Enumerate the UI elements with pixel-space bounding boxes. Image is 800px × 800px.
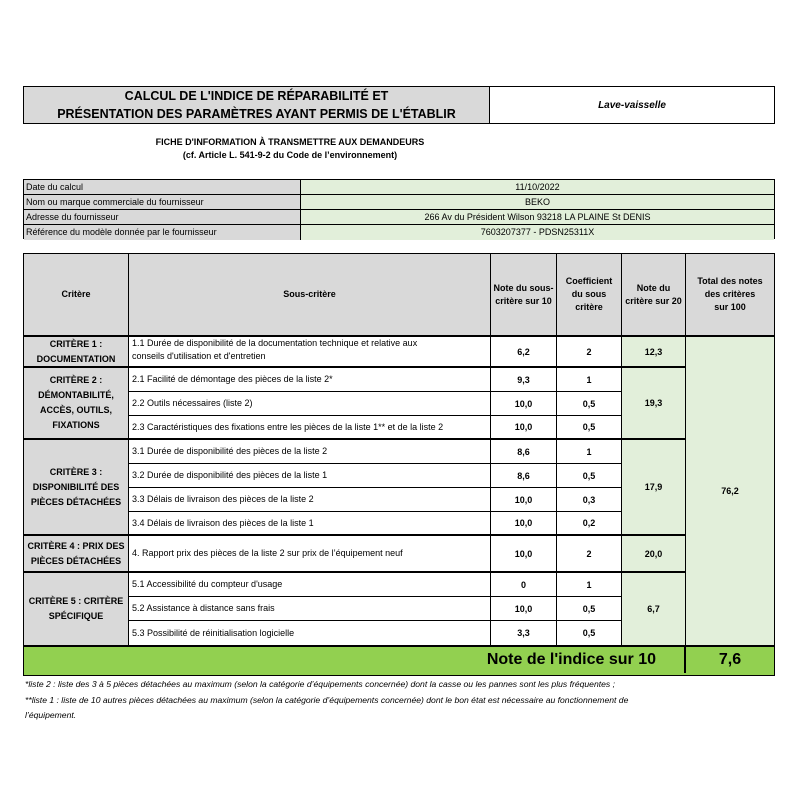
sub-criterion-4: 4. Rapport prix des pièces de la liste 2 sur prix de l’équipement neuf xyxy=(129,536,491,573)
sub-criterion-2-3: 2.3 Caractéristiques des fixations entre les pièces de la liste 1** et de la liste 2 xyxy=(129,416,491,440)
sub-criterion-3-3: 3.3 Délais de livraison des pièces de la liste 2 xyxy=(129,488,491,512)
col-header-total: Total des notes des critères sur 100 xyxy=(686,254,774,337)
criterion-2-name: CRITÈRE 2 : DÉMONTABILITÉ, ACCÈS, OUTILS, FIXATIONS xyxy=(24,368,129,440)
coef-3-4: 0,2 xyxy=(557,512,622,536)
sub-criterion-2-1: 2.1 Facilité de démontage des pièces de la liste 2* xyxy=(129,368,491,392)
note-1-1: 6,2 xyxy=(491,337,557,368)
sub-criterion-1-1: 1.1 Durée de disponibilité de la documentation technique et relative aux conseils d'utilisation et d'entretien xyxy=(129,337,491,368)
note-3-3: 10,0 xyxy=(491,488,557,512)
criterion-5-score: 6,7 xyxy=(622,573,686,645)
sub-criterion-3-2: 3.2 Durée de disponibilité des pièces de la liste 1 xyxy=(129,464,491,488)
title-line-2: PRÉSENTATION DES PARAMÈTRES AYANT PERMIS DE L'ÉTABLIR xyxy=(57,107,456,121)
criterion-5-name: CRITÈRE 5 : CRITÈRE SPÉCIFIQUE xyxy=(24,573,129,645)
note-3-4: 10,0 xyxy=(491,512,557,536)
indice-value: 7,6 xyxy=(718,651,742,668)
coef-3-1: 1 xyxy=(557,440,622,464)
criterion-1-score: 12,3 xyxy=(622,337,686,368)
criterion-4-name: CRITÈRE 4 : PRIX DES PIÈCES DÉTACHÉES xyxy=(24,536,129,573)
sub-criterion-5-3: 5.3 Possibilité de réinitialisation logicielle xyxy=(129,621,491,645)
info-label-address: Adresse du fournisseur xyxy=(24,210,301,225)
sub-criterion-5-2: 5.2 Assistance à distance sans frais xyxy=(129,597,491,621)
coef-3-3: 0,3 xyxy=(557,488,622,512)
criterion-4-score: 20,0 xyxy=(622,536,686,573)
coef-5-2: 0,5 xyxy=(557,597,622,621)
info-value-reference: 7603207377 - PDSN25311X xyxy=(301,225,774,240)
note-2-3: 10,0 xyxy=(491,416,557,440)
note-5-3: 3,3 xyxy=(491,621,557,645)
coef-2-3: 0,5 xyxy=(557,416,622,440)
footnote-liste-2: *liste 2 : liste des 3 à 5 pièces détachées au maximum (selon la catégorie d’équipements concernée) dont la casse ou les pannes sont les plus fréquentes ; xyxy=(25,679,615,689)
title-line-1: CALCUL DE L'INDICE DE RÉPARABILITÉ ET xyxy=(124,89,389,103)
sub-criterion-5-1: 5.1 Accessibilité du compteur d'usage xyxy=(129,573,491,597)
criterion-3-score: 17,9 xyxy=(622,440,686,536)
fiche-heading xyxy=(0,136,580,162)
coef-3-2: 0,5 xyxy=(557,464,622,488)
note-5-1: 0 xyxy=(491,573,557,597)
criterion-3-name: CRITÈRE 3 : DISPONIBILITÉ DES PIÈCES DÉTACHÉES xyxy=(24,440,129,536)
note-4: 10,0 xyxy=(491,536,557,573)
col-header-sous-critere: Sous-critère xyxy=(129,254,491,337)
coef-5-1: 1 xyxy=(557,573,622,597)
col-header-note-critere: Note du critère sur 20 xyxy=(622,254,686,337)
info-label-reference: Référence du modèle donnée par le fournisseur xyxy=(24,225,301,240)
coef-2-1: 1 xyxy=(557,368,622,392)
supplier-info-table xyxy=(23,179,775,239)
repairability-table xyxy=(23,253,775,676)
criterion-2-score: 19,3 xyxy=(622,368,686,440)
coef-1-1: 2 xyxy=(557,337,622,368)
sub-criterion-2-2: 2.2 Outils nécessaires (liste 2) xyxy=(129,392,491,416)
col-header-coefficient: Coefficient du sous critère xyxy=(557,254,622,337)
note-3-2: 8,6 xyxy=(491,464,557,488)
note-2-2: 10,0 xyxy=(491,392,557,416)
coef-5-3: 0,5 xyxy=(557,621,622,645)
sub-criterion-3-1: 3.1 Durée de disponibilité des pièces de la liste 2 xyxy=(129,440,491,464)
note-3-1: 8,6 xyxy=(491,440,557,464)
fiche-line-1: FICHE D'INFORMATION À TRANSMETTRE AUX DEMANDEURS xyxy=(155,137,425,147)
footnote-liste-1: **liste 1 : liste de 10 autres pièces détachées au maximum (selon la catégorie d’équipements concernée) dont le bon état est nécessaire au fonctionnement de xyxy=(25,694,629,705)
document-title xyxy=(23,86,490,124)
footnotes xyxy=(25,677,775,724)
total-score: 76,2 xyxy=(686,337,774,645)
col-header-critere: Critère xyxy=(24,254,129,337)
fiche-line-2: (cf. Article L. 541-9-2 du Code de l’environnement) xyxy=(182,150,398,160)
footnote-liste-1-cont: l’équipement. xyxy=(25,710,77,720)
coef-2-2: 0,5 xyxy=(557,392,622,416)
note-5-2: 10,0 xyxy=(491,597,557,621)
indice-row xyxy=(24,645,774,675)
col-header-note-sous-critere: Note du sous- critère sur 10 xyxy=(491,254,557,337)
info-value-date: 11/10/2022 xyxy=(301,180,774,195)
coef-4: 2 xyxy=(557,536,622,573)
info-label-brand: Nom ou marque commerciale du fournisseur xyxy=(24,195,301,210)
criterion-1-name: CRITÈRE 1 : DOCUMENTATION xyxy=(24,337,129,368)
sub-criterion-3-4: 3.4 Délais de livraison des pièces de la liste 1 xyxy=(129,512,491,536)
info-value-brand: BEKO xyxy=(301,195,774,210)
indice-label: Note de l'indice sur 10 xyxy=(24,647,686,673)
product-category: Lave-vaisselle xyxy=(490,86,775,124)
note-2-1: 9,3 xyxy=(491,368,557,392)
info-label-date: Date du calcul xyxy=(24,180,301,195)
info-value-address: 266 Av du Président Wilson 93218 LA PLAINE St DENIS xyxy=(301,210,774,225)
